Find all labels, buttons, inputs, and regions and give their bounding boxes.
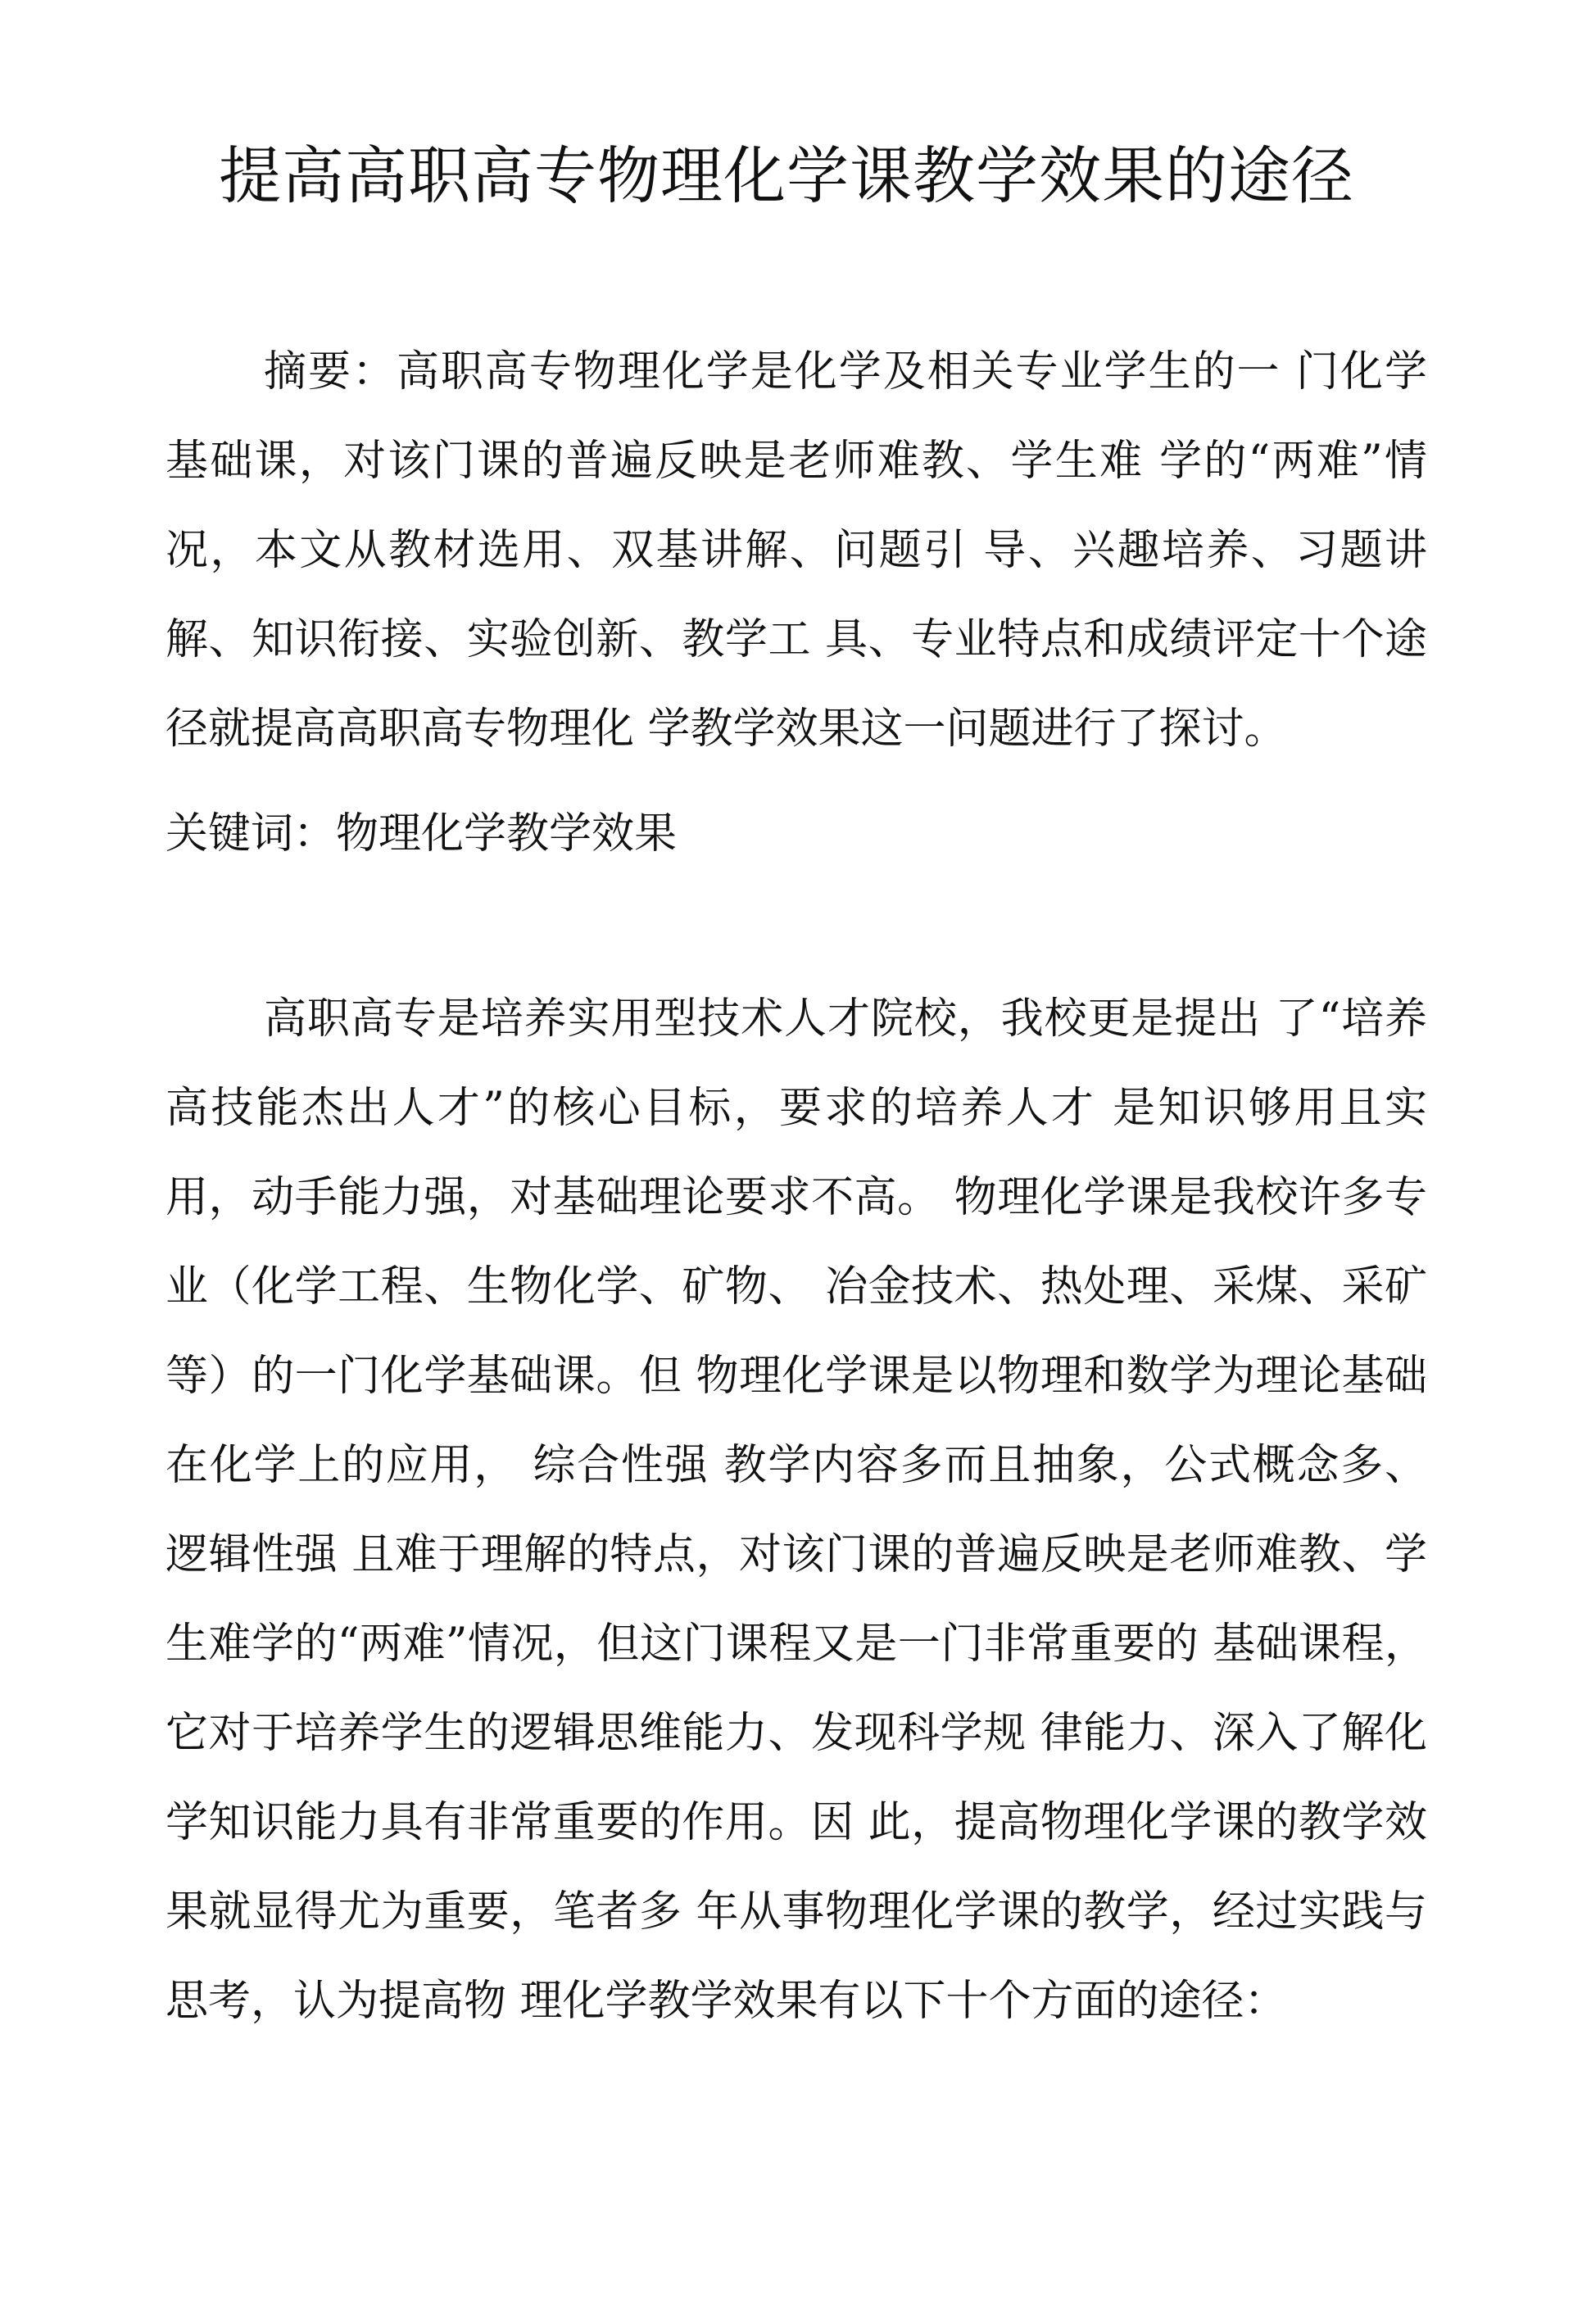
body-paragraph: 高职高专是培养实用型技术人才院校，我校更是提出 了“培养高技能杰出人才”的核心目标，要求的培养人才 是知识够用且实用，动手能力强，对基础理论要求不高。 物理化学课是我校许多专业（化学工程、生物化学、矿物、 冶金技术、热处理、采煤、采矿等）的一门化学基础课。但 物理化学课是以物理和数学为理论基础在化学上的应用， 综合性强 教学内容多而且抽象，公式概念多、逻辑性强 且难于理解的特点，对该门课的普遍反映是老师难教、学 生难学的“两难”情况，但这门课程又是一门非常重要的 基础课程，它对于培养学生的逻辑思维能力、发现科学规 律能力、深入了解化学知识能力具有非常重要的作用。因 此，提高物理化学课的教学效果就显得尤为重要，笔者多 年从事物理化学课的教学，经过实践与思考，认为提高物 理化学教学效果有以下十个方面的途径： (165, 994, 1427, 2026)
keywords-line: 关键词：物理化学教学效果 (165, 809, 678, 858)
abstract-paragraph: 摘要：高职高专物理化学是化学及相关专业学生的一 门化学基础课，对该门课的普遍反映是老师难教、学生难 学的“两难”情况，本文从教材选用、双基讲解、问题引 导、兴趣培养、习题讲解、知识衔接、实验创新、教学工 具、专业特点和成绩评定十个途径就提高高职高专物理化 学教学效果这一问题进行了探讨。 (165, 347, 1427, 754)
document-title: 提高高职高专物理化学课教学效果的途径 (219, 139, 1354, 212)
